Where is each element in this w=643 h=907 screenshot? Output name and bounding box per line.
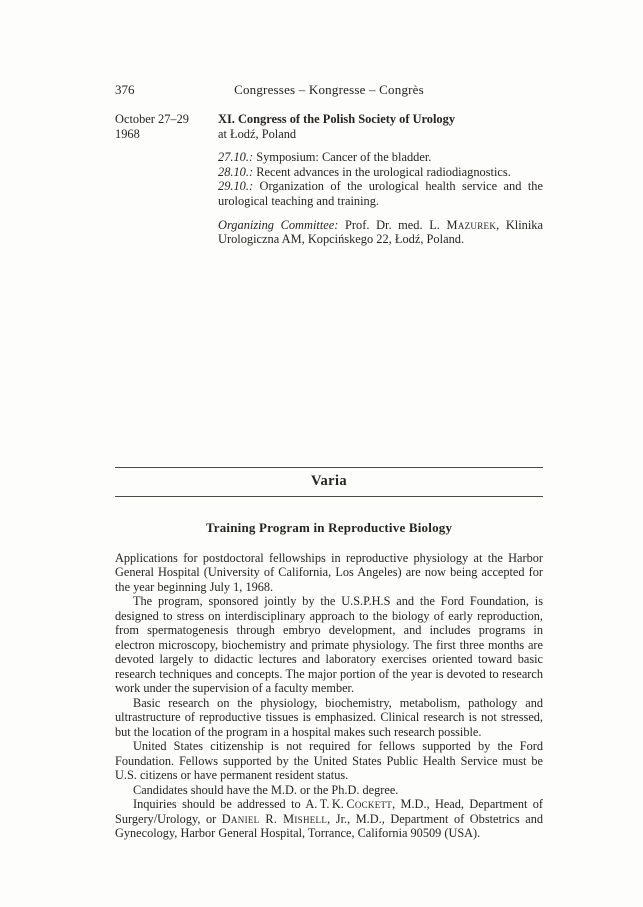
inquiries-text: Inquiries should be addressed to A. T. K. (133, 797, 347, 812)
program-item-text: Symposium: Cancer of the bladder. (256, 150, 432, 165)
article-paragraph: Candidates should have the M.D. or the Ph.D. degree. (133, 782, 399, 797)
varia-section-title: Varia (310, 472, 348, 489)
program-item-date: 27.10.: (218, 150, 254, 165)
article-paragraph: Basic research on the physiology, biochemistry, metabolism, pathology and ultrastructure of reproductive tissues is emphasized. Clinical research is not stressed, but the location of the program in a hospital makes such research possible. (115, 695, 543, 739)
running-title: Congresses – Kongresse – Congrès (234, 82, 424, 97)
organizing-committee (218, 218, 543, 247)
article-paragraph: United States citizenship is not required for fellows supported by the Ford Foundation. Fellows supported by the United States Public Health Service must be U.S. citizens or have permanent resident status. (115, 739, 543, 783)
program-item-text: Recent advances in the urological radiodiagnostics. (256, 164, 511, 179)
congress-program-list (218, 150, 543, 208)
page-header (115, 82, 543, 98)
article-title: Training Program in Reproductive Biology (205, 519, 453, 535)
congress-location: at Łodź, Poland (218, 126, 297, 141)
congress-details (218, 112, 543, 247)
inquiries-text: , Jr., M.D., Department of Obstetrics and Gynecology, Harbor General Hospital, Torrance, California 90509 (USA). (115, 811, 543, 841)
congress-date-range: October 27–29 (115, 112, 189, 126)
article-paragraph: The program, sponsored jointly by the U.S.P.H.S and the Ford Foundation, is designed to stress on interdisciplinary approach to the biology of early reproduction, from spermatogenesis through embryo development, and includes programs in electron microscopy, biochemistry and primate physiology. The first three months are devoted largely to didactic lectures and laboratory exercises oriented toward basic research techniques and concepts. The major portion of the year is devoted to research work under the supervision of a faculty member. (115, 594, 543, 696)
varia-section (115, 467, 543, 841)
program-item (218, 150, 543, 165)
page-number: 376 (115, 82, 135, 97)
committee-suffix: , Klinika Urologiczna AM, Kopcińskego 22, Łodź, Poland. (218, 217, 543, 247)
congress-date-year: 1968 (115, 126, 140, 141)
program-item-date: 28.10.: (218, 164, 254, 179)
congress-date-column (115, 112, 218, 247)
program-item (218, 179, 543, 208)
congress-title: XI. Congress of the Polish Society of Urology (218, 112, 456, 126)
committee-label: Organizing Committee: (218, 217, 339, 232)
varia-bottom-rule (115, 496, 543, 497)
committee-prefix: Prof. Dr. med. L. (338, 217, 447, 232)
article-paragraph: Applications for postdoctoral fellowships in reproductive physiology at the Harbor General Hospital (University of California, Los Angeles) are now being accepted for the year beginning July 1, 1968. (115, 550, 543, 594)
inquiries-name-cockett: Cockett (346, 797, 393, 812)
program-item-date: 29.10.: (218, 179, 254, 194)
varia-top-rule (115, 467, 543, 468)
inquiries-paragraph (115, 797, 543, 841)
program-item-text: Organization of the urological health service and the urological teaching and training. (218, 179, 543, 208)
inquiries-text: , M.D., Head, Department of Surgery/Urology, or (115, 797, 544, 826)
committee-name: Mazurek (446, 217, 497, 232)
congress-entry (115, 112, 543, 247)
program-item (218, 165, 543, 180)
inquiries-name-mishell: Daniel R. Mishell (221, 811, 328, 826)
